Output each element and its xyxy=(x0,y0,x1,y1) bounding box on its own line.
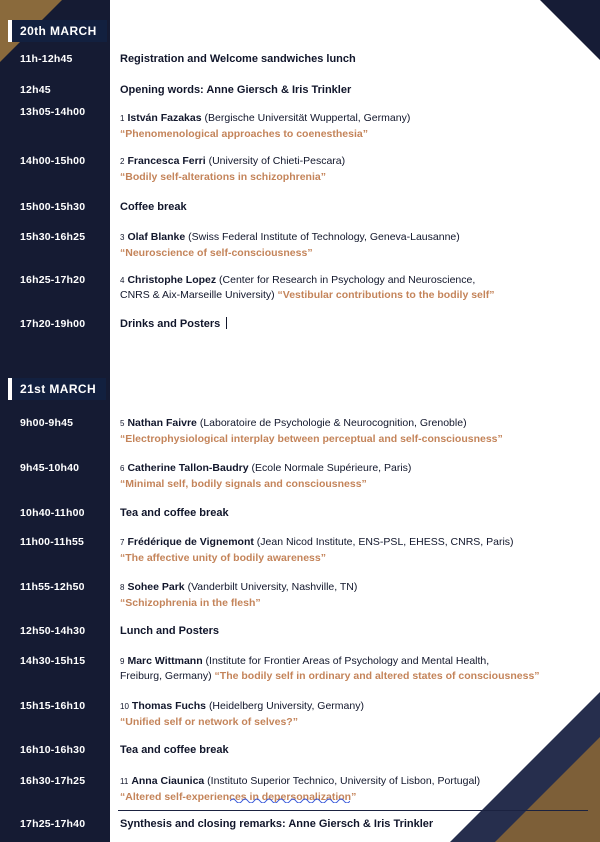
talk-speaker: Frédérique de Vignemont xyxy=(127,536,254,548)
session-entry: Opening words: Anne Giersch & Iris Trinkler xyxy=(120,84,352,96)
talk-entry xyxy=(120,654,590,683)
talk-title: “The affective unity of bodily awareness” xyxy=(120,552,326,564)
time-slot: 13h05-14h00 xyxy=(20,106,86,118)
talk-title: “The bodily self in ordinary and altered states of consciousness” xyxy=(214,670,540,682)
session-entry: Coffee break xyxy=(120,201,187,213)
time-slot: 16h30-17h25 xyxy=(20,775,86,787)
talk-entry xyxy=(120,273,590,302)
talk-number: 10 xyxy=(120,702,129,711)
time-slot: 9h45-10h40 xyxy=(20,462,80,474)
session-entry: Registration and Welcome sandwiches lunch xyxy=(120,53,356,65)
talk-title: “Bodily self-alterations in schizophrenia” xyxy=(120,171,326,183)
talk-entry xyxy=(120,535,590,565)
talk-title: “Unified self or network of selves?” xyxy=(120,716,298,728)
talk-speaker: Marc Wittmann xyxy=(127,655,203,667)
talk-title: “Schizophrenia in the flesh” xyxy=(120,597,261,609)
talk-speaker: Catherine Tallon-Baudry xyxy=(127,462,249,474)
day-header-20th-march xyxy=(8,20,107,42)
talk-number: 6 xyxy=(120,464,125,473)
talk-title: “Neuroscience of self-consciousness” xyxy=(120,247,313,259)
session-entry: Lunch and Posters xyxy=(120,625,220,637)
talk-entry xyxy=(120,416,590,446)
time-slot: 17h20-19h00 xyxy=(20,318,86,330)
talk-entry xyxy=(120,154,590,184)
talk-speaker: Christophe Lopez xyxy=(127,274,217,286)
session-entry: Synthesis and closing remarks: Anne Giersch & Iris Trinkler xyxy=(120,818,434,830)
talk-affiliation: (Jean Nicod Institute, ENS-PSL, EHESS, CNRS, Paris) xyxy=(256,536,514,548)
talk-affiliation: (Swiss Federal Institute of Technology, Geneva-Lausanne) xyxy=(188,231,460,243)
talk-affiliation: (Laboratoire de Psychologie & Neurocognition, Grenoble) xyxy=(199,417,467,429)
time-slot: 14h30-15h15 xyxy=(20,655,86,667)
talk-affiliation: (Institute for Frontier Areas of Psychology and Mental Health, xyxy=(205,655,490,667)
talk-affiliation: (Center for Research in Psychology and Neuroscience, xyxy=(219,274,476,286)
talk-speaker: Sohee Park xyxy=(127,581,185,593)
time-slot: 15h30-16h25 xyxy=(20,231,86,243)
talk-speaker: Thomas Fuchs xyxy=(131,700,207,712)
time-slot: 14h00-15h00 xyxy=(20,155,86,167)
footer-divider xyxy=(118,810,588,811)
time-slot: 10h40-11h00 xyxy=(20,507,85,519)
talk-speaker: Nathan Faivre xyxy=(127,417,197,429)
talk-entry xyxy=(120,461,590,491)
session-label: Drinks and Posters xyxy=(120,318,221,330)
session-entry xyxy=(120,317,590,331)
talk-speaker: Anna Ciaunica xyxy=(131,775,205,787)
time-slot: 11h55-12h50 xyxy=(20,581,85,593)
talk-entry xyxy=(120,699,590,729)
talk-title: “Phenomenological approaches to coenesthesia” xyxy=(120,128,368,140)
talk-number: 9 xyxy=(120,657,125,666)
day-header-label: 21st MARCH xyxy=(20,382,97,396)
talk-affiliation: (Instituto Superior Technico, University of Lisbon, Portugal) xyxy=(207,775,481,787)
text-cursor xyxy=(226,317,227,329)
talk-title: “Vestibular contributions to the bodily self” xyxy=(277,289,495,301)
time-slot: 17h25-17h40 xyxy=(20,818,86,830)
talk-speaker: István Fazakas xyxy=(127,112,202,124)
talk-number: 1 xyxy=(120,114,125,123)
talk-speaker: Francesca Ferri xyxy=(127,155,206,167)
time-slot: 11h-12h45 xyxy=(20,53,73,65)
talk-speaker: Olaf Blanke xyxy=(127,231,186,243)
spellcheck-underline-icon xyxy=(230,797,350,803)
talk-entry xyxy=(120,230,590,260)
talk-entry xyxy=(120,774,590,804)
day-header-21st-march xyxy=(8,378,106,400)
talk-number: 4 xyxy=(120,276,125,285)
talk-affiliation-line2: Freiburg, Germany) xyxy=(120,670,212,682)
talk-title: “Electrophysiological interplay between perceptual and self-consciousness” xyxy=(120,433,503,445)
time-slot: 16h10-16h30 xyxy=(20,744,86,756)
talk-affiliation: (Vanderbilt University, Nashville, TN) xyxy=(187,581,358,593)
time-slot: 15h15-16h10 xyxy=(20,700,86,712)
talk-number: 7 xyxy=(120,538,125,547)
talk-title: “Altered self-experiences in depersonalization” xyxy=(120,791,357,803)
time-slot: 16h25-17h20 xyxy=(20,274,86,286)
talk-number: 8 xyxy=(120,583,125,592)
talk-affiliation: (University of Chieti-Pescara) xyxy=(208,155,346,167)
day-header-label: 20th MARCH xyxy=(20,24,97,38)
talk-number: 11 xyxy=(120,777,129,786)
time-slot: 12h45 xyxy=(20,84,51,96)
talk-affiliation: (Ecole Normale Supérieure, Paris) xyxy=(251,462,412,474)
time-slot: 12h50-14h30 xyxy=(20,625,86,637)
talk-number: 5 xyxy=(120,419,125,428)
talk-entry xyxy=(120,580,590,610)
session-entry: Tea and coffee break xyxy=(120,507,229,519)
talk-entry xyxy=(120,111,590,141)
session-entry: Tea and coffee break xyxy=(120,744,229,756)
time-slot: 11h00-11h55 xyxy=(20,536,85,548)
talk-affiliation: (Bergische Universität Wuppertal, Germany) xyxy=(204,112,411,124)
talk-number: 3 xyxy=(120,233,125,242)
time-slot: 9h00-9h45 xyxy=(20,417,74,429)
corner-decoration-top-right xyxy=(540,0,600,60)
talk-affiliation-line2: CNRS & Aix-Marseille University) xyxy=(120,289,275,301)
time-slot: 15h00-15h30 xyxy=(20,201,86,213)
talk-affiliation: (Heidelberg University, Germany) xyxy=(208,700,364,712)
talk-title: “Minimal self, bodily signals and consciousness” xyxy=(120,478,367,490)
talk-number: 2 xyxy=(120,157,125,166)
